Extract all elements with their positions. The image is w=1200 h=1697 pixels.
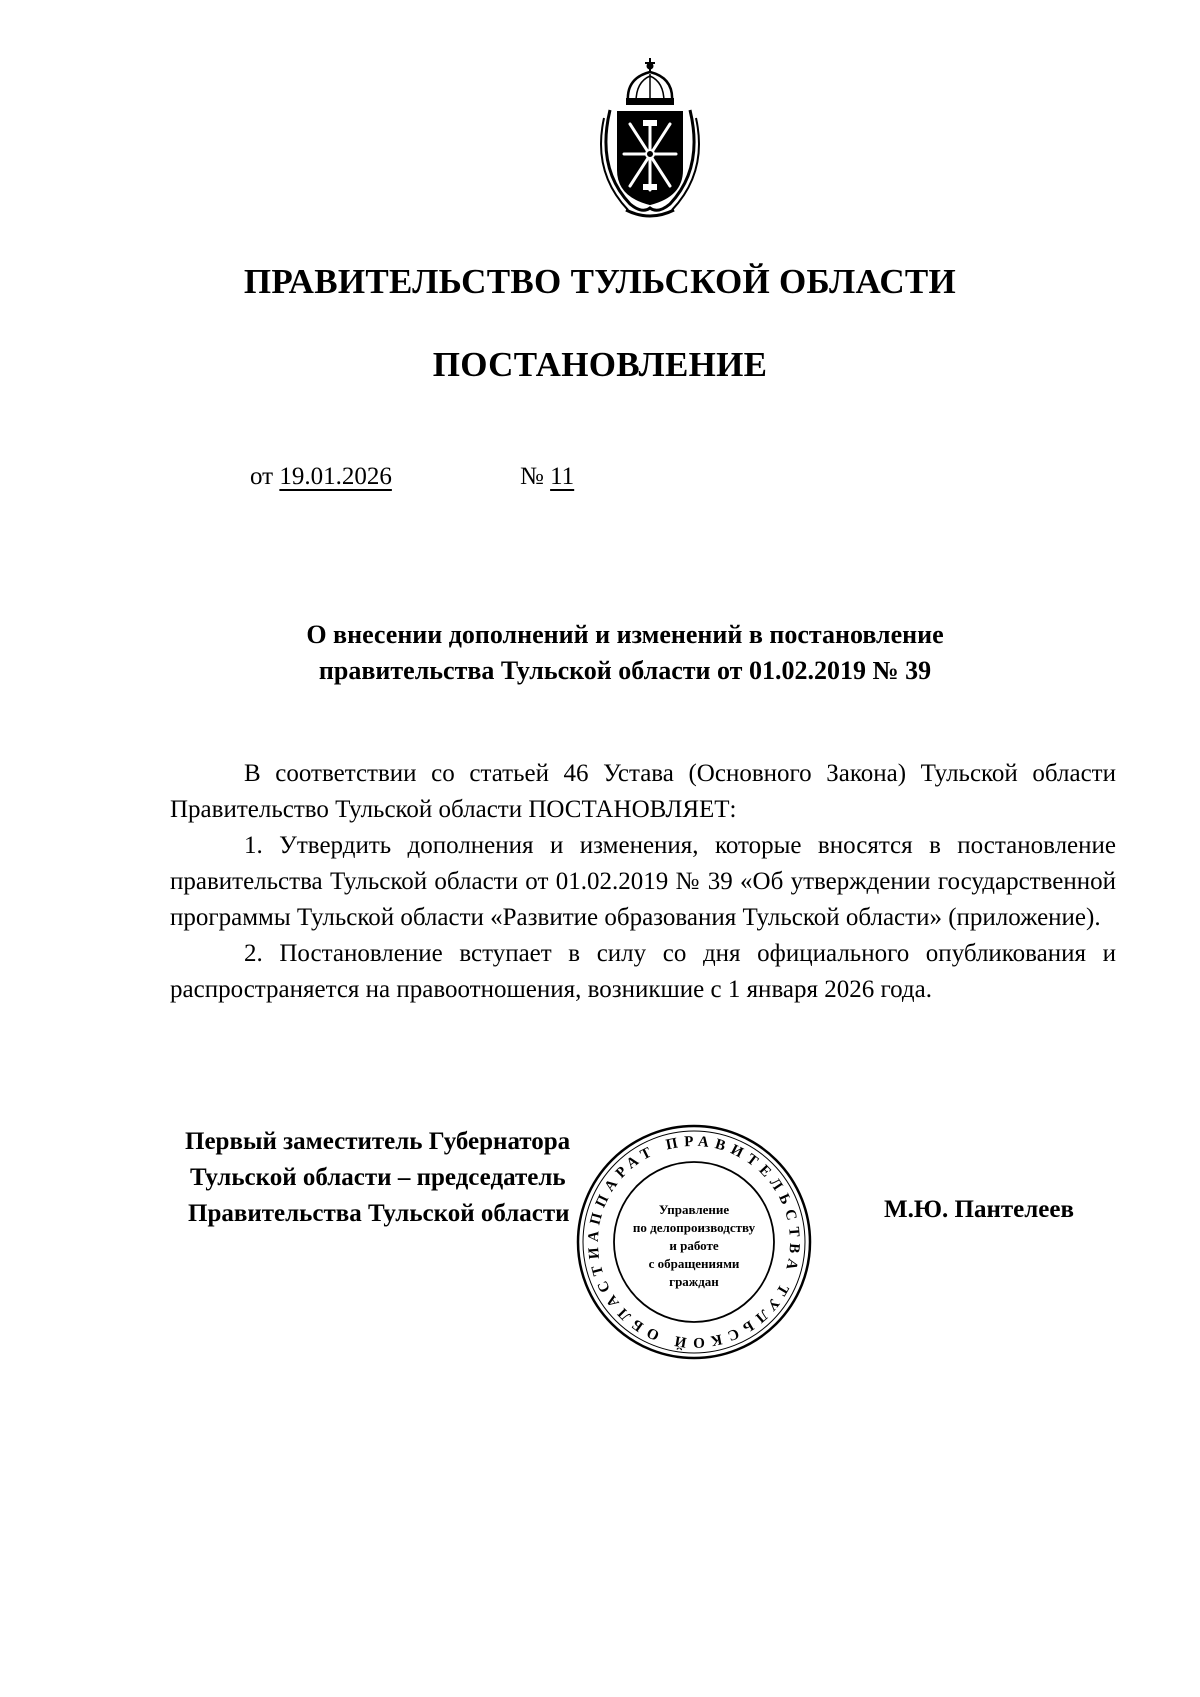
coat-of-arms-icon bbox=[590, 58, 710, 218]
number-value: 11 bbox=[550, 463, 575, 490]
body-preamble: В соответствии со статьей 46 Устава (Основного Закона) Тульской области Правительство Тульской области ПОСТАНОВЛЯЕТ: bbox=[170, 760, 1116, 823]
signer-position-line-1: Первый заместитель Губернатора bbox=[185, 1128, 571, 1155]
subject-line-1: О внесении дополнений и изменений в постановление bbox=[306, 620, 944, 649]
organization-title: ПРАВИТЕЛЬСТВО ТУЛЬСКОЙ ОБЛАСТИ bbox=[243, 262, 957, 301]
stamp-line-5: граждан bbox=[669, 1274, 719, 1289]
document-type-title: ПОСТАНОВЛЕНИЕ bbox=[432, 345, 768, 384]
signer-position-line-2: Тульской области – председатель bbox=[190, 1164, 566, 1191]
date-prefix: от bbox=[250, 463, 274, 490]
body-item-2: 2. Постановление вступает в силу со дня официального опубликования и распространяется на правоотношения, возникшие с 1 января 2026 года. bbox=[170, 940, 1116, 1003]
document-date bbox=[250, 463, 392, 491]
stamp-ring-text: АППАРАТ ПРАВИТЕЛЬСТВА ТУЛЬСКОЙ ОБЛАСТИ bbox=[585, 1133, 803, 1351]
stamp-line-1: Управление bbox=[658, 1202, 730, 1217]
number-prefix: № bbox=[520, 463, 544, 490]
subject-line-2: правительства Тульской области от 01.02.2019 № 39 bbox=[318, 656, 932, 685]
document-number bbox=[520, 463, 574, 491]
signer-position bbox=[185, 1124, 570, 1232]
stamp-line-2: по делопроизводству bbox=[632, 1220, 756, 1235]
signer-name: М.Ю. Пантелеев bbox=[884, 1196, 1074, 1223]
official-stamp bbox=[574, 1122, 814, 1362]
date-value: 19.01.2026 bbox=[279, 463, 392, 490]
stamp-line-3: и работе bbox=[669, 1238, 719, 1253]
signer-position-line-3: Правительства Тульской области bbox=[188, 1200, 570, 1227]
document-subject bbox=[200, 617, 1050, 689]
crown-icon bbox=[626, 58, 674, 105]
document-body bbox=[170, 756, 1116, 1008]
body-item-1: 1. Утвердить дополнения и изменения, которые вносятся в постановление правительства Тульской области от 01.02.2019 № 39 «Об утверждении государственной программы Тульской области «Развитие образования Тульской области» (приложение). bbox=[170, 832, 1116, 931]
stamp-line-4: с обращениями bbox=[648, 1256, 740, 1271]
